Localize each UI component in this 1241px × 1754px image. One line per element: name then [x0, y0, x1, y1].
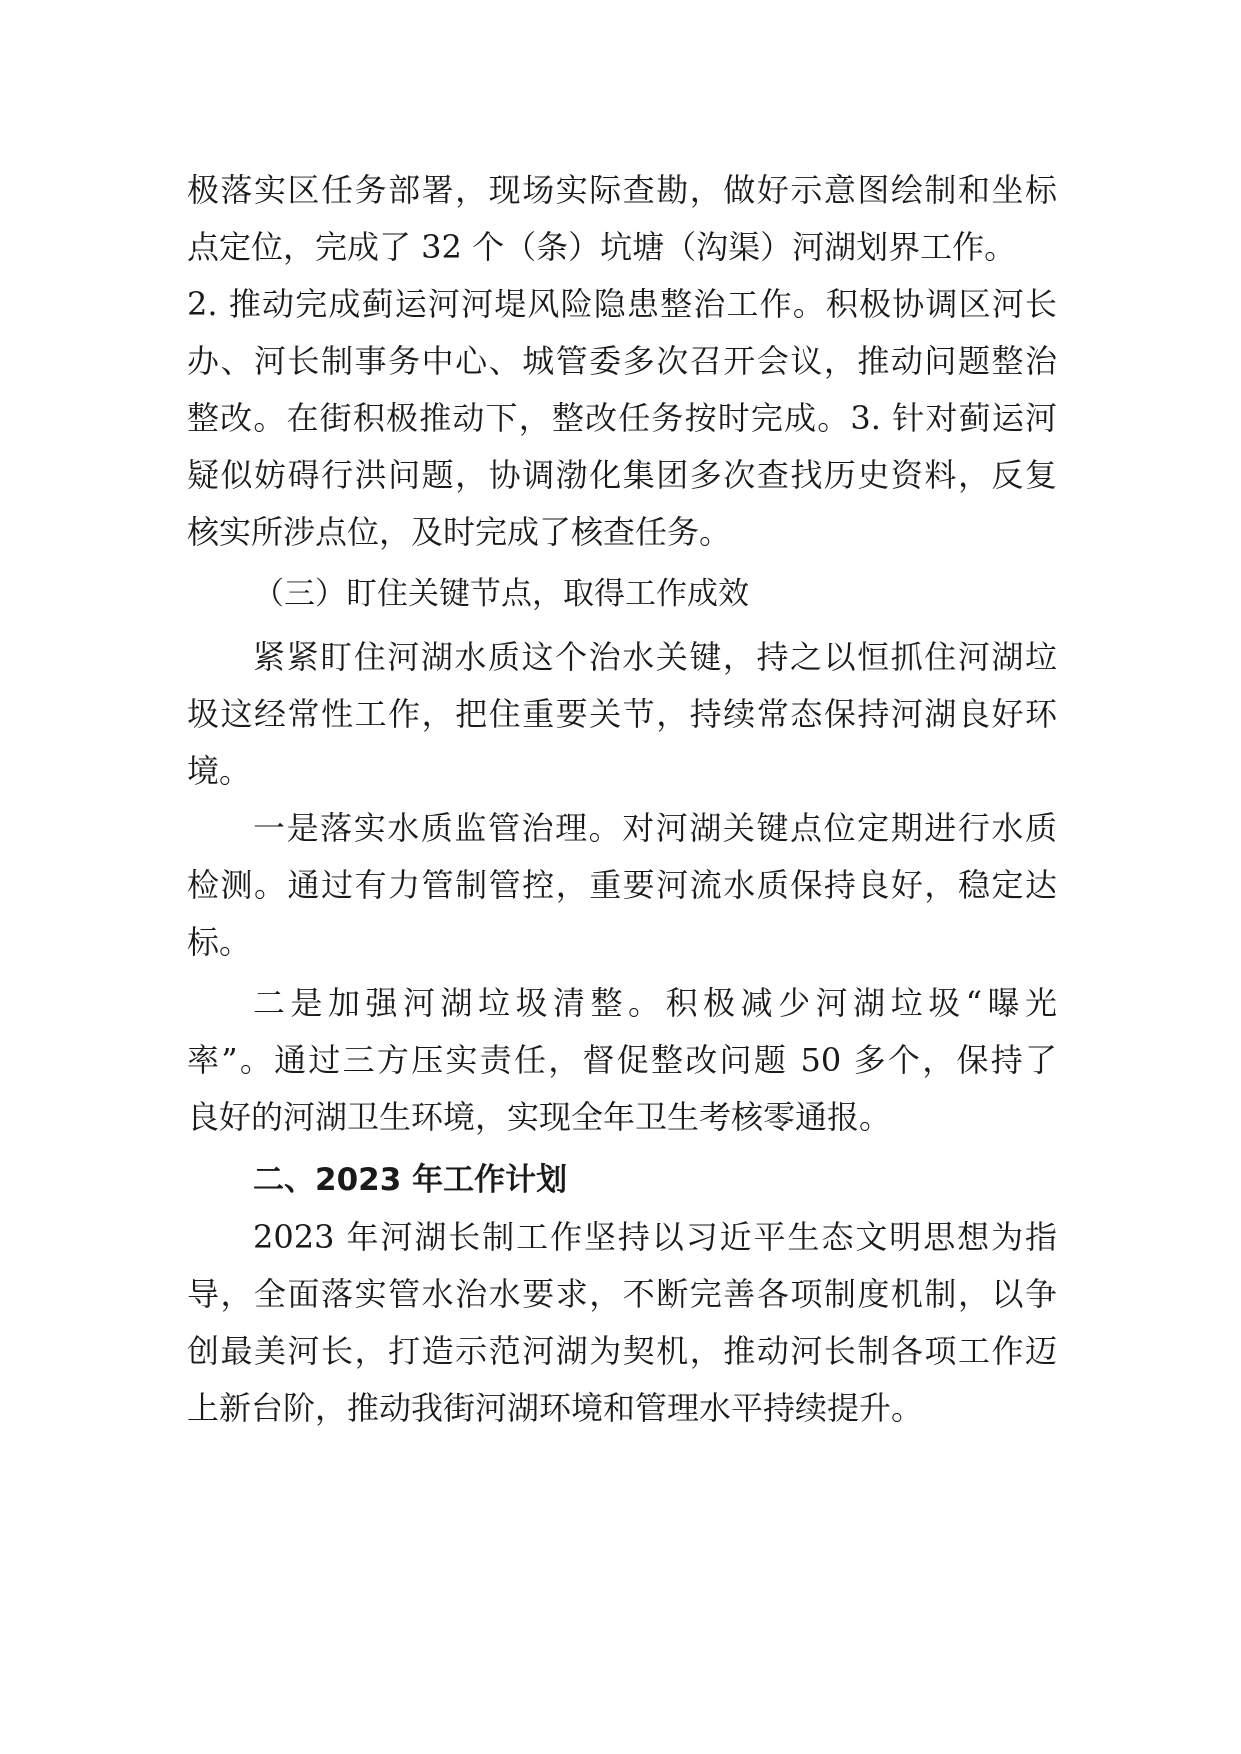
paragraph-line: 导，全面落实管水治水要求，不断完善各项制度机制，以争 [187, 1275, 1057, 1313]
paragraph-line: 良好的河湖卫生环境，实现全年卫生考核零通报。 [187, 1098, 892, 1136]
paragraph-line: 圾这经常性工作，把住重要关节，持续常态保持河湖良好环 [187, 695, 1057, 733]
paragraph-line: 整改。在街积极推动下，整改任务按时完成。3. 针对蓟运河 [187, 399, 1057, 437]
paragraph-line: 办、河长制事务中心、城管委多次召开会议，推动问题整治 [187, 342, 1057, 380]
section-heading: 二、2023 年工作计划 [253, 1162, 568, 1198]
section-subheading: （三）盯住关键节点，取得工作成效 [253, 576, 749, 612]
paragraph-line: 极落实区任务部署，现场实际查勘，做好示意图绘制和坐标 [187, 171, 1057, 209]
paragraph-line: 紧紧盯住河湖水质这个治水关键，持之以恒抓住河湖垃 [253, 638, 1057, 676]
paragraph-line: 2023 年河湖长制工作坚持以习近平生态文明思想为指 [253, 1218, 1057, 1256]
paragraph-line: 检测。通过有力管制管控，重要河流水质保持良好，稳定达 [187, 866, 1057, 904]
paragraph-line: 标。 [187, 923, 252, 961]
paragraph-line: 点定位，完成了 32 个（条）坑塘（沟渠）河湖划界工作。 [187, 228, 1017, 266]
paragraph-line: 一是落实水质监管治理。对河湖关键点位定期进行水质 [253, 809, 1057, 847]
paragraph-line: 创最美河长，打造示范河湖为契机，推动河长制各项工作迈 [187, 1332, 1057, 1370]
paragraph-line: 率”。通过三方压实责任，督促整改问题 50 多个，保持了 [187, 1041, 1057, 1079]
paragraph-line: 核实所涉点位，及时完成了核查任务。 [187, 513, 732, 551]
paragraph-line: 上新台阶，推动我街河湖环境和管理水平持续提升。 [187, 1389, 924, 1427]
paragraph-line: 二是加强河湖垃圾清整。积极减少河湖垃圾“曝光 [253, 984, 1057, 1022]
paragraph-line: 境。 [187, 752, 252, 790]
paragraph-line: 2. 推动完成蓟运河河堤风险隐患整治工作。积极协调区河长 [187, 285, 1057, 323]
paragraph-line: 疑似妨碍行洪问题，协调渤化集团多次查找历史资料，反复 [187, 456, 1057, 494]
